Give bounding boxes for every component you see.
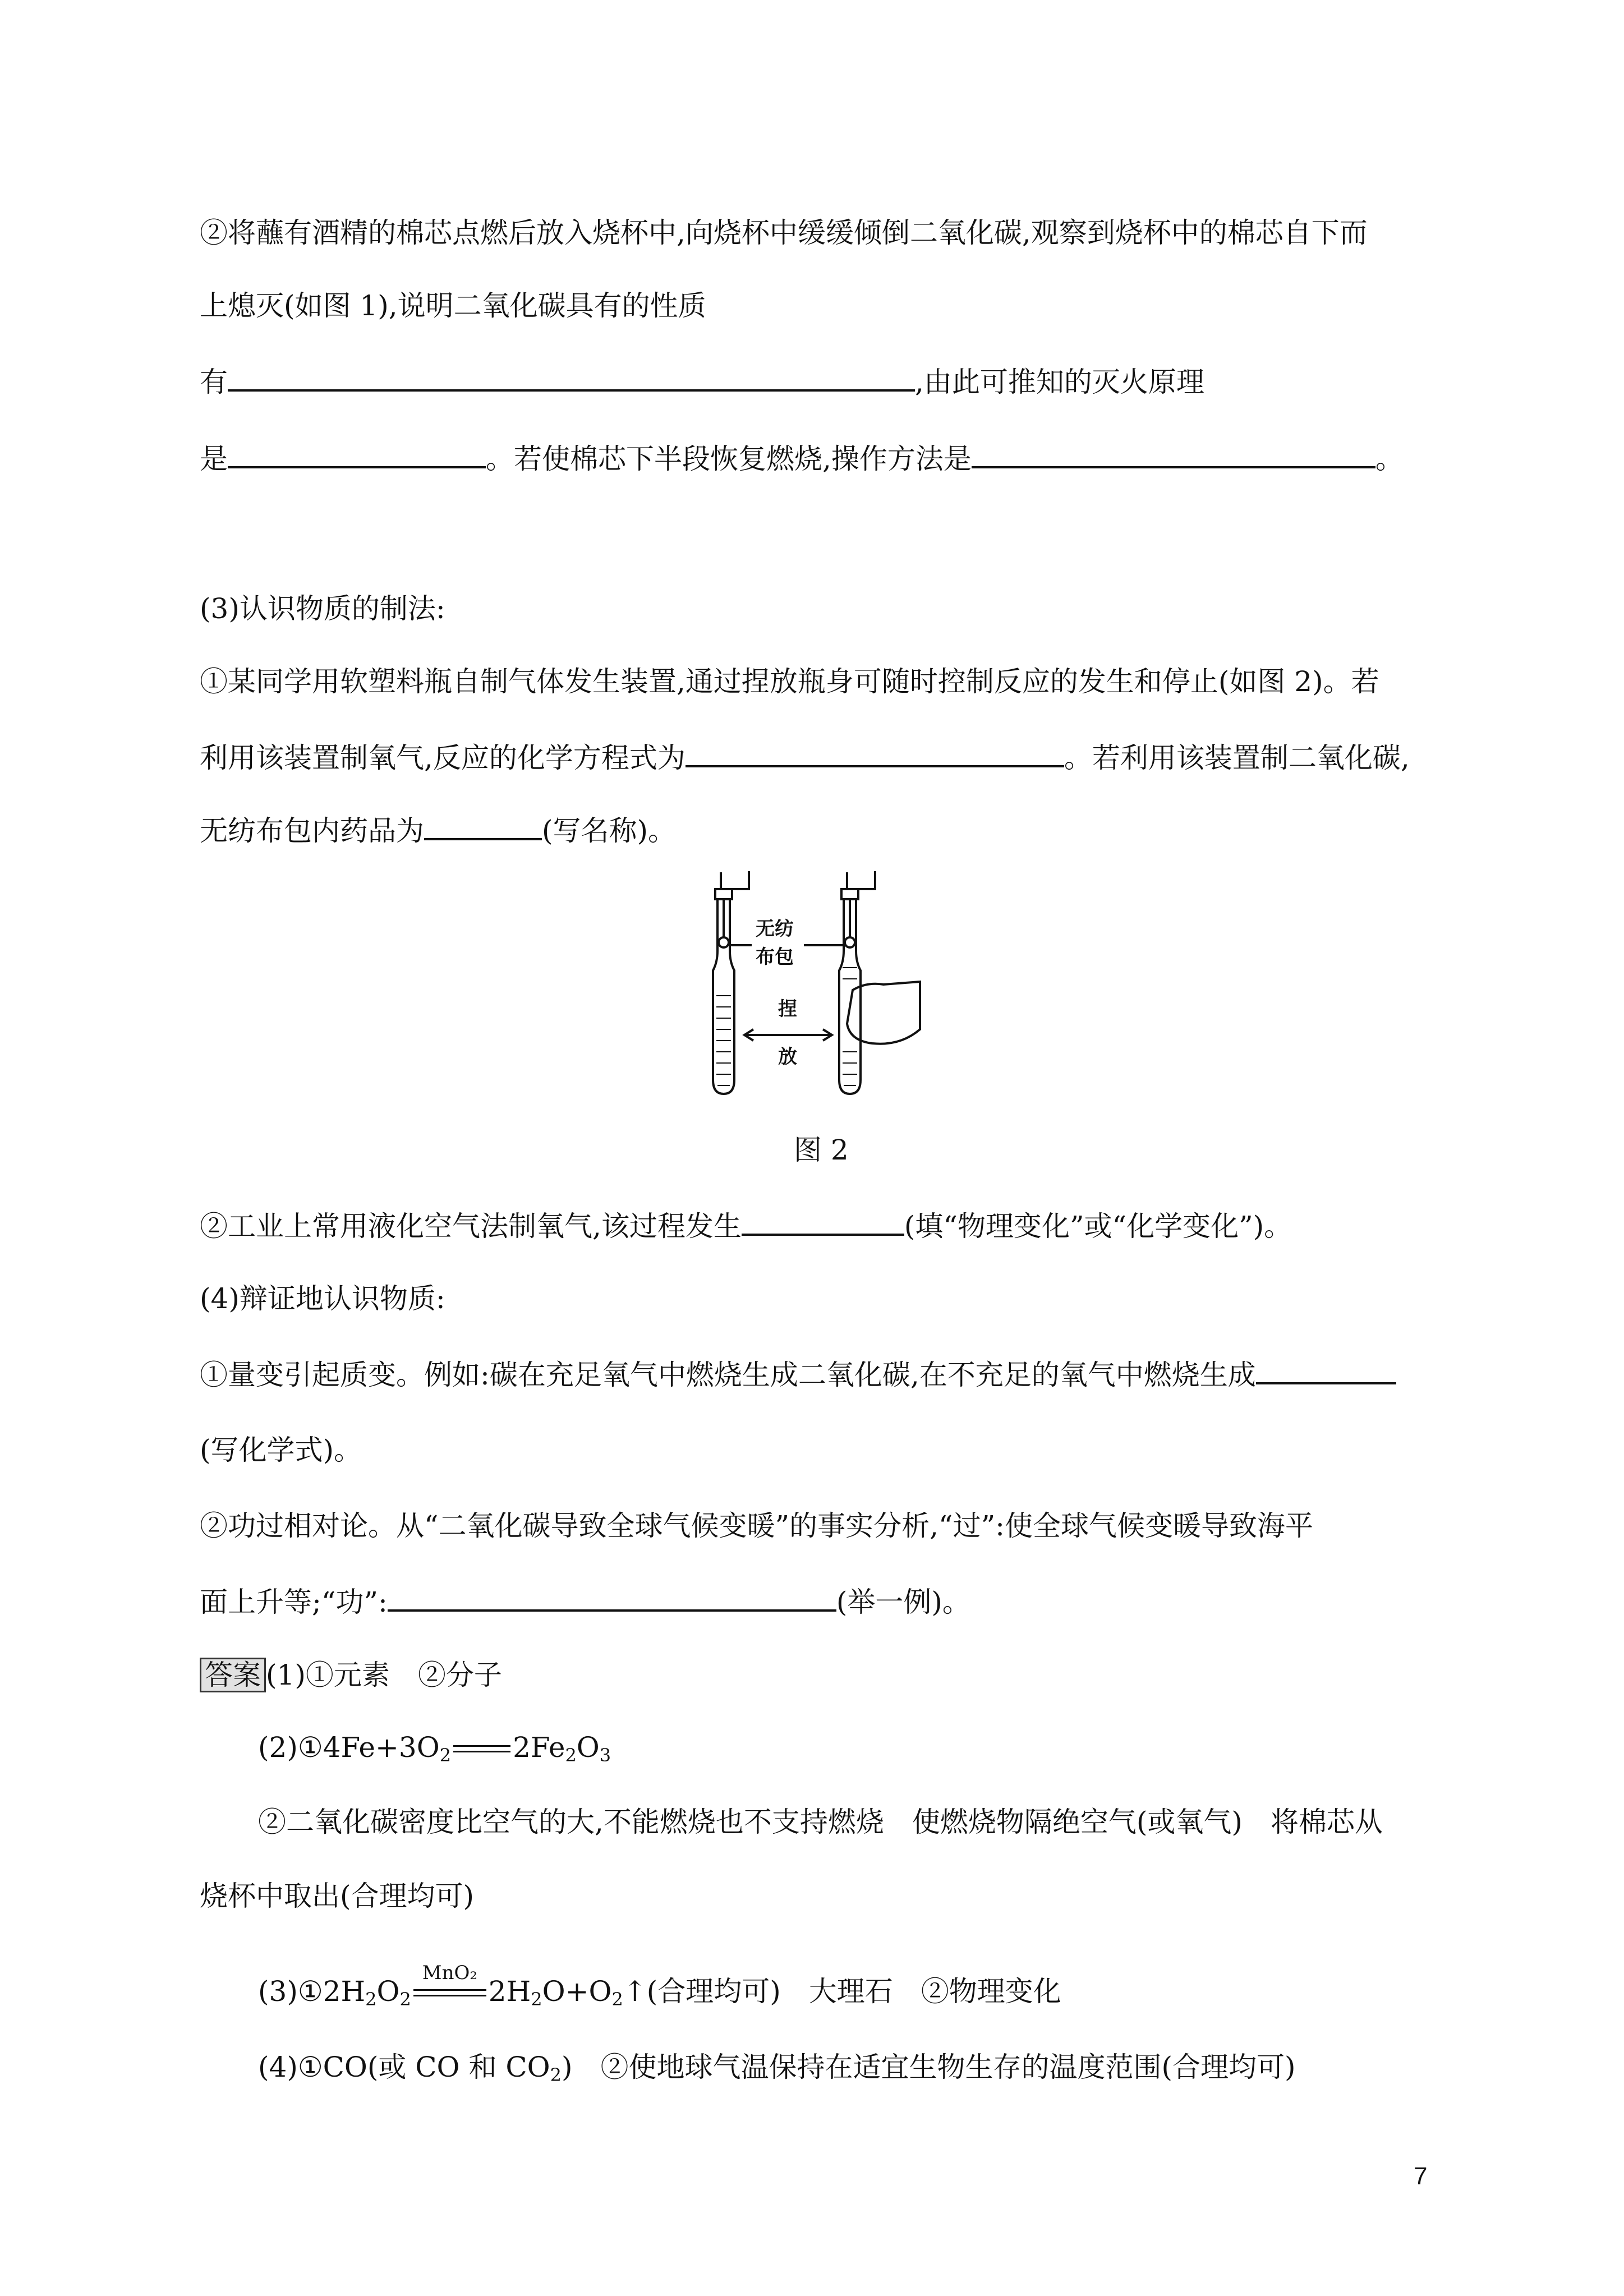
q2-line-4-text-b: 。若使棉芯下半段恢复燃烧,操作方法是 <box>486 443 972 475</box>
subscript: 2 <box>531 1989 542 2010</box>
answer-2-mid: 2Fe <box>513 1731 565 1764</box>
q4-line-4 <box>200 1585 970 1619</box>
figure-label-fabric-1: 无纺 <box>756 918 794 940</box>
subscript: 2 <box>611 1989 623 2010</box>
q3-line-1: ①某同学用软塑料瓶自制气体发生装置,通过捏放瓶身可随时控制反应的发生和停止(如图 2)。若 <box>200 665 1379 698</box>
q4-heading: (4)辩证地认识物质: <box>200 1282 445 1315</box>
answer-blank[interactable] <box>424 813 542 840</box>
answer-line-3 <box>258 1962 1061 2010</box>
answer-1: (1)①元素 ②分子 <box>266 1659 502 1691</box>
answer-3-mid2: O+O <box>542 1975 612 2008</box>
q4-line-3: ②功过相对论。从“二氧化碳导致全球气候变暖”的事实分析,“过”:使全球气候变暖导致海平 <box>200 1510 1313 1542</box>
figure-label-release: 放 <box>778 1046 797 1068</box>
answer-line-1 <box>200 1658 502 1692</box>
answer-line-2 <box>258 1731 611 1764</box>
answer-2-oxygen: O <box>576 1731 600 1764</box>
answer-line-4 <box>258 2050 1295 2084</box>
fabric-bag-left <box>719 937 729 947</box>
answer-blank[interactable] <box>388 1585 836 1612</box>
q4-line-4-text-a: 面上升等;“功”: <box>200 1586 388 1618</box>
answer-2-prefix: (2)①4Fe+3O <box>258 1731 440 1764</box>
q3-line-4 <box>200 1209 1292 1243</box>
answer-blank[interactable] <box>1256 1358 1396 1384</box>
q2-line-3-text-a: 有 <box>200 366 228 398</box>
answer-2b-line-2: 烧杯中取出(合理均可) <box>200 1880 475 1912</box>
q3-line-2-text-a: 利用该装置制氧气,反应的化学方程式为 <box>200 742 686 774</box>
stopper-left <box>715 889 732 899</box>
q4-line-1 <box>200 1358 1396 1392</box>
fabric-bag-right <box>845 937 855 947</box>
bottle-apparatus-figure <box>682 867 940 1102</box>
q2-line-4-text-a: 是 <box>200 443 228 475</box>
subscript: 3 <box>599 1745 611 1766</box>
q3-line-3-text-a: 无纺布包内药品为 <box>200 815 424 847</box>
delivery-tube-right <box>847 871 875 889</box>
answer-blank[interactable] <box>228 441 486 468</box>
q3-heading: (3)认识物质的制法: <box>200 592 445 625</box>
stopper-right <box>841 889 858 899</box>
subscript: 2 <box>565 1745 577 1766</box>
figure-label-fabric-2: 布包 <box>756 946 794 968</box>
q3-line-2-text-b: 。若利用该装置制二氧化碳, <box>1064 742 1410 774</box>
figure-caption: 图 2 <box>794 1134 849 1166</box>
answer-3-mid: 2H <box>488 1975 531 2008</box>
subscript: 2 <box>439 1745 452 1766</box>
q2-line-1: ②将蘸有酒精的棉芯点燃后放入烧杯中,向烧杯中缓缓倾倒二氧化碳,观察到烧杯中的棉芯自下而 <box>200 217 1368 249</box>
q3-line-3-text-b: (写名称)。 <box>542 815 677 847</box>
answer-blank[interactable] <box>972 441 1375 468</box>
q4-line-4-text-b: (举一例)。 <box>836 1586 970 1618</box>
q3-line-3 <box>200 813 676 848</box>
answer-3-oxygen: O <box>376 1975 400 2008</box>
equals-sign <box>451 1738 513 1761</box>
q3-line-2 <box>200 740 1410 775</box>
subscript: 2 <box>550 2064 562 2086</box>
subscript: 2 <box>365 1989 377 2010</box>
answer-3-suffix: ↑(合理均可) 大理石 ②物理变化 <box>623 1975 1061 2008</box>
answer-4-suffix: ) ②使地球气温保持在适宜生物生存的温度范围(合理均可) <box>561 2051 1296 2083</box>
q4-line-2: (写化学式)。 <box>200 1434 362 1466</box>
q2-line-3 <box>200 365 1204 399</box>
liquid-pattern-right <box>843 968 857 1085</box>
page-number: 7 <box>1414 2162 1428 2190</box>
answer-blank[interactable] <box>742 1209 904 1236</box>
q2-line-2: 上熄灭(如图 1),说明二氧化碳具有的性质 <box>200 289 706 322</box>
figure-label-squeeze: 捏 <box>778 998 797 1020</box>
subscript: 2 <box>399 1989 411 2010</box>
q3-line-4-text-a: ②工业上常用液化空气法制氧气,该过程发生 <box>200 1210 742 1243</box>
q2-line-3-text-b: ,由此可推知的灭火原理 <box>915 366 1204 398</box>
delivery-tube-left <box>721 871 749 889</box>
catalyst-equals-sign <box>411 1962 489 2005</box>
catalyst-label: MnO₂ <box>422 1962 478 1984</box>
answer-2b-line-1: ②二氧化碳密度比空气的大,不能燃烧也不支持燃烧 使燃烧物隔绝空气(或氧气) 将棉芯从 <box>258 1806 1383 1838</box>
q4-line-1-text: ①量变引起质变。例如:碳在充足氧气中燃烧生成二氧化碳,在不充足的氧气中燃烧生成 <box>200 1359 1256 1391</box>
answer-blank[interactable] <box>228 365 915 392</box>
answer-tag: 答案 <box>200 1658 266 1692</box>
answer-blank[interactable] <box>686 740 1064 767</box>
hand-icon <box>847 982 920 1044</box>
answer-3-prefix: (3)①2H <box>258 1975 366 2008</box>
q2-line-4-text-c: 。 <box>1375 443 1404 475</box>
q2-line-4 <box>200 441 1404 476</box>
liquid-pattern-left <box>716 996 731 1085</box>
q3-line-4-text-b: (填“物理变化”或“化学变化”)。 <box>904 1210 1292 1243</box>
answer-4-prefix: (4)①CO(或 CO 和 CO <box>258 2051 550 2083</box>
